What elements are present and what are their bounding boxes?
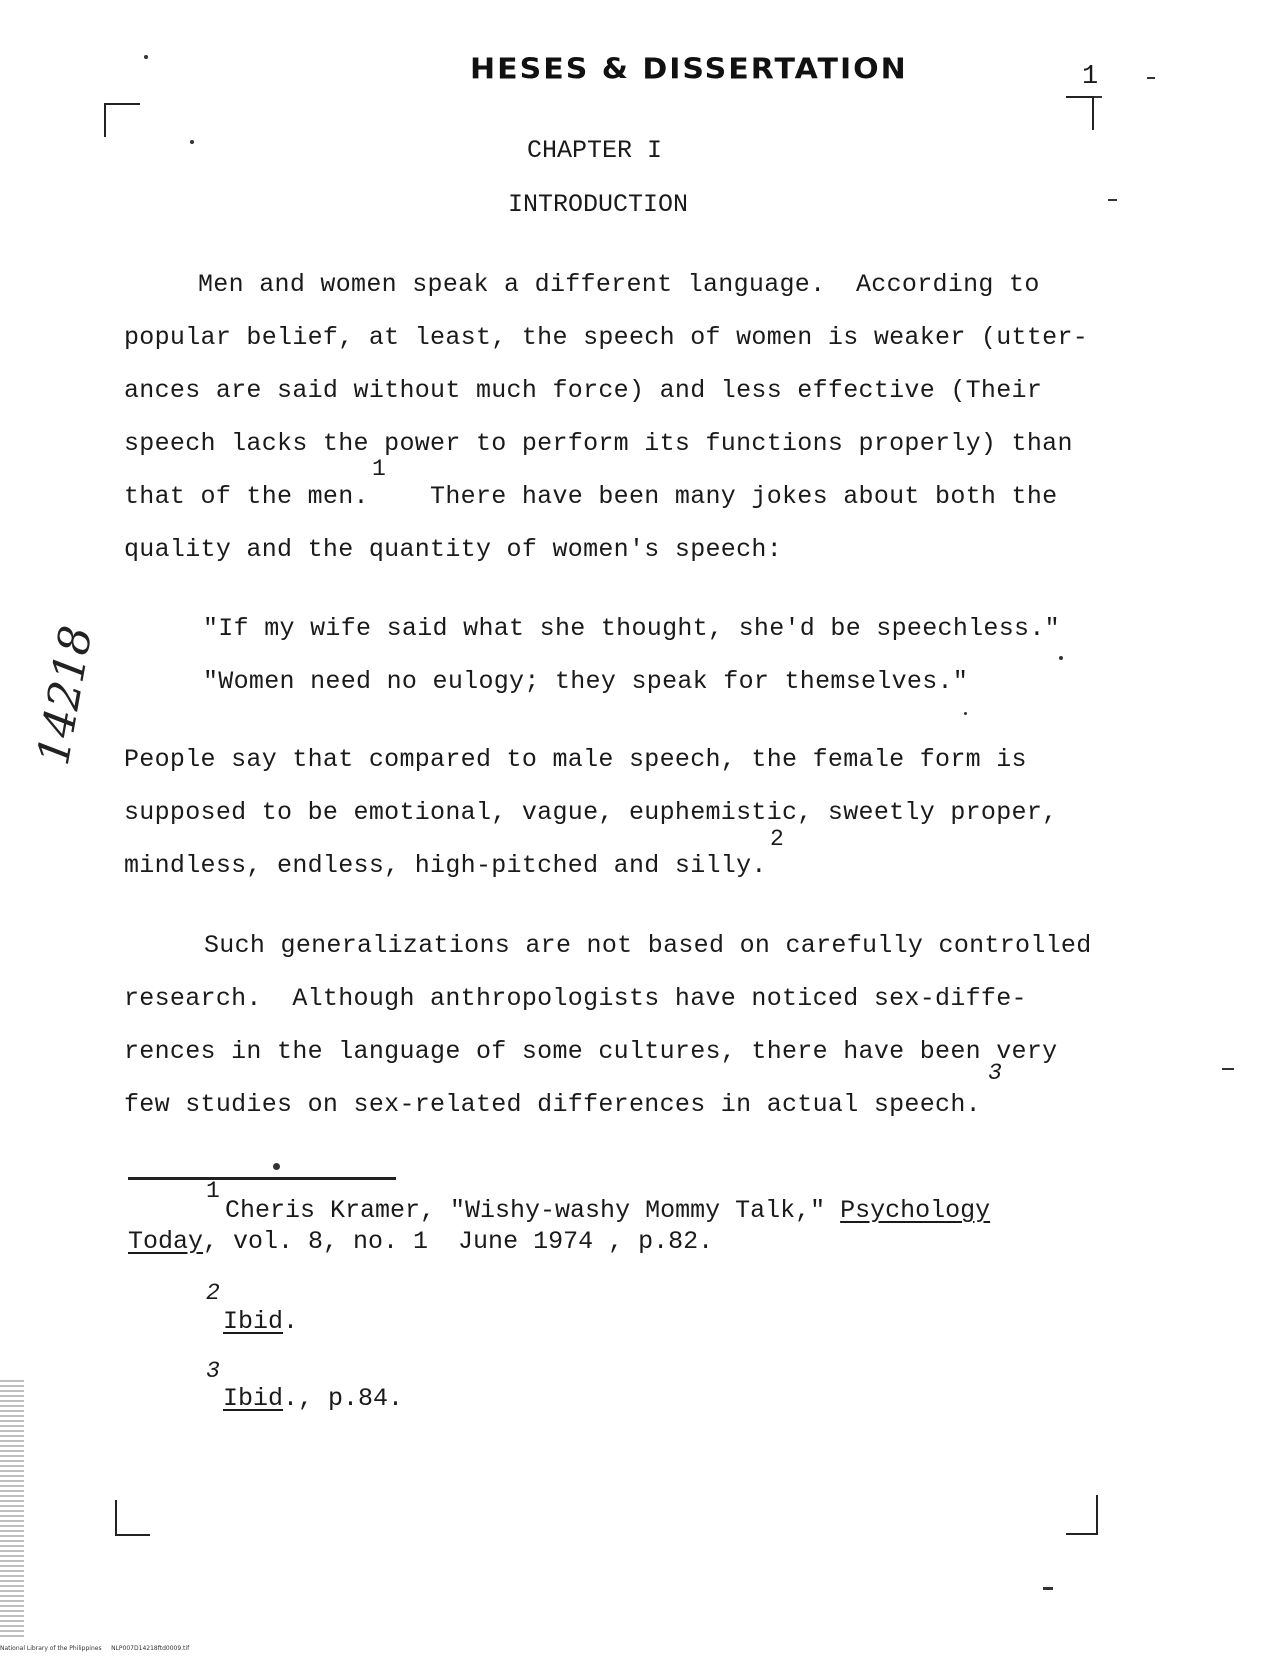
footnote-1-journal-part-1: Psychology <box>840 1196 991 1225</box>
scan-speck <box>1222 1068 1234 1070</box>
scan-speck <box>1108 199 1117 201</box>
footnote-3-rest: ., p.84. <box>283 1384 404 1413</box>
handwritten-call-number: 14218 <box>28 622 103 769</box>
paragraph-2-line-2: supposed to be emotional, vague, euphemistic, sweetly proper, <box>124 798 1058 827</box>
footnote-separator <box>128 1177 396 1180</box>
paragraph-3-line-2: research. Although anthropologists have noticed sex-diffe- <box>124 984 1027 1013</box>
footnote-1-details: , vol. 8, no. 1 June 1974 , p.82. <box>203 1227 714 1256</box>
scan-footer: National Library of the Philippines NLP007D14218ftd0009.tif <box>0 1645 190 1652</box>
quote-1: "If my wife said what she thought, she'd be speechless." <box>203 614 1060 643</box>
scan-speck <box>964 712 967 715</box>
footnote-3-line <box>223 1384 403 1413</box>
footnote-2-ibid: Ibid <box>223 1307 284 1336</box>
archive-stamp: HESES & DISSERTATION <box>470 52 908 87</box>
scan-speck <box>144 55 148 59</box>
crop-mark-top-left <box>104 103 140 137</box>
paragraph-1-line-3: ances are said without much force) and less effective (Their <box>124 376 1043 405</box>
paragraph-2-line-3: mindless, endless, high-pitched and silly. <box>124 851 767 880</box>
chapter-number: CHAPTER I <box>527 136 663 165</box>
scan-speck <box>1043 1587 1053 1590</box>
paragraph-3-line-1: Such generalizations are not based on carefully controlled <box>204 931 1092 960</box>
footnote-ref-2: 2 <box>770 826 784 852</box>
paragraph-1-line-2: popular belief, at least, the speech of women is weaker (utter- <box>124 323 1089 352</box>
footnote-ref-3: 3 <box>988 1060 1002 1086</box>
paragraph-3-line-3: rences in the language of some cultures, there have been very <box>124 1037 1058 1066</box>
scan-edge-noise <box>0 1380 24 1640</box>
footnote-3-ibid: Ibid <box>223 1384 284 1413</box>
ink-dot <box>273 1163 280 1170</box>
page-number: 1 <box>1082 62 1099 92</box>
scan-speck <box>190 140 194 144</box>
scan-speck <box>1147 77 1155 79</box>
paragraph-1-line-4: speech lacks the power to perform its functions properly) than <box>124 429 1073 458</box>
footnote-3-number: 3 <box>206 1358 220 1384</box>
footnote-2-rest: . <box>283 1307 299 1336</box>
scan-speck <box>1059 656 1063 660</box>
footnote-1-journal-part-2: Today <box>128 1227 204 1256</box>
paragraph-1-line-5: that of the men. There have been many jokes about both the <box>124 482 1058 511</box>
footnote-1-number: 1 <box>206 1178 220 1204</box>
crop-mark-top-right <box>1066 96 1094 130</box>
footnote-2-number: 2 <box>206 1280 220 1306</box>
quote-2: "Women need no eulogy; they speak for themselves." <box>203 667 969 696</box>
paragraph-1-line-1: Men and women speak a different language. According to <box>198 270 1040 299</box>
paragraph-1-line-6: quality and the quantity of women's speech: <box>124 535 783 564</box>
crop-mark-bottom-right <box>1066 1495 1098 1535</box>
paragraph-2-line-1: People say that compared to male speech, the female form is <box>124 745 1027 774</box>
footnote-1-line-1 <box>225 1196 990 1225</box>
footnote-ref-1: 1 <box>372 456 386 482</box>
footnote-2-line <box>223 1307 298 1336</box>
footnote-1-line-2 <box>128 1227 713 1256</box>
chapter-title: INTRODUCTION <box>508 190 689 219</box>
crop-mark-bottom-left <box>115 1500 150 1536</box>
footnote-1-citation: Cheris Kramer, "Wishy-washy Mommy Talk," <box>225 1196 841 1225</box>
paragraph-3-line-4: few studies on sex-related differences in actual speech. <box>124 1090 981 1119</box>
